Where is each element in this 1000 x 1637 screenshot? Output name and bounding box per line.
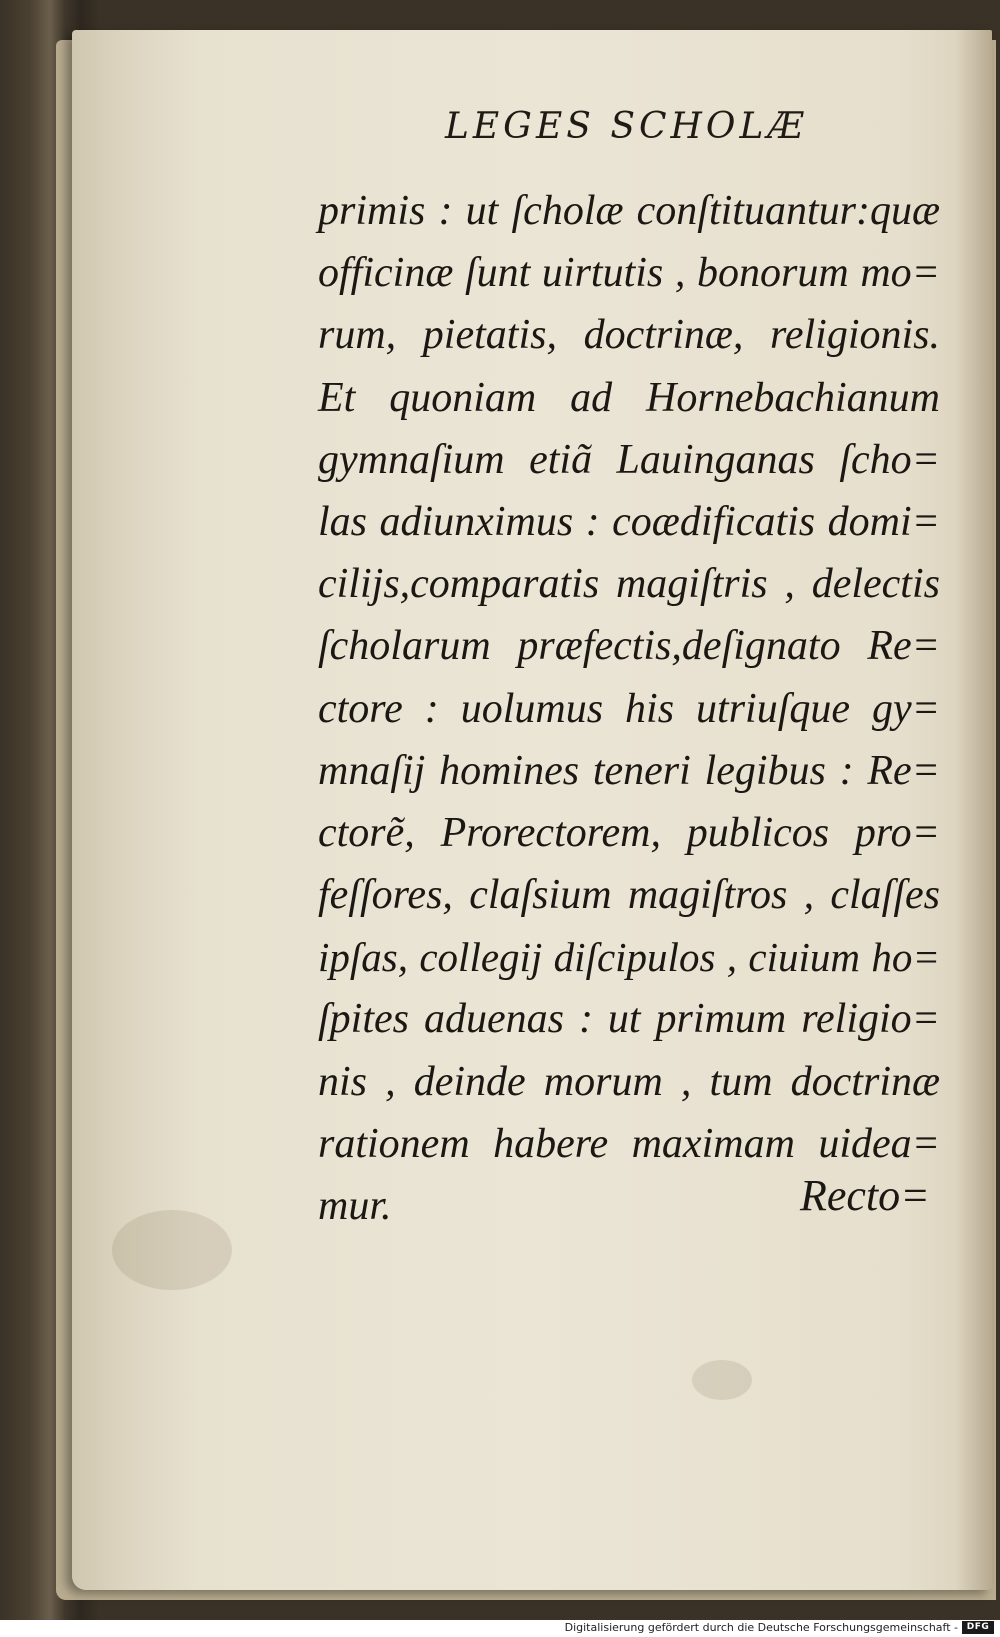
running-head: LEGES SCHOLÆ	[445, 106, 808, 147]
paper-stain	[692, 1360, 752, 1400]
text-line: mnaſij homines teneri legibus : Re=	[318, 747, 940, 794]
text-line: cilijs,comparatis magiſtris , delectis	[318, 561, 940, 608]
text-line: ctorẽ, Prorectorem, publicos pro=	[318, 809, 940, 856]
text-line: ctore : uolumus his utriuſque gy=	[318, 685, 940, 732]
text-line: rum, pietatis, doctrinæ, religionis.	[318, 312, 940, 359]
paper-stain	[112, 1210, 232, 1290]
text-line: mur.	[318, 1183, 392, 1229]
text-line: gymnaſium etiã Lauinganas ſcho=	[318, 436, 940, 483]
text-line: officinæ ſunt uirtutis , bonorum mo=	[318, 250, 940, 297]
text-line: nis , deinde morum , tum doctrinæ	[318, 1058, 940, 1105]
page-gutter-shadow	[956, 30, 992, 1590]
text-line: Et quoniam ad Hornebachianum	[318, 374, 940, 421]
dfg-logo: DFG	[962, 1621, 994, 1634]
text-line: ipſas, collegij diſcipulos , ciuium ho=	[318, 934, 940, 981]
text-line: ſpites aduenas : ut primum religio=	[318, 996, 940, 1043]
text-line: primis : ut ſcholæ conſtituantur:quæ	[318, 188, 940, 234]
text-line: ſcholarum præfectis,deſignato Re=	[318, 623, 940, 670]
body-text	[318, 180, 940, 1237]
digitization-credit: Digitalisierung gefördert durch die Deutsche Forschungsgemeinschaft -	[564, 1621, 958, 1634]
text-line: rationem habere maximam uidea=	[318, 1120, 940, 1167]
text-line: feſſores, claſsium magiſtros , claſſes	[318, 872, 940, 919]
text-line: las adiunximus : coædificatis domi=	[318, 498, 940, 545]
catchword: Recto=	[800, 1171, 930, 1220]
